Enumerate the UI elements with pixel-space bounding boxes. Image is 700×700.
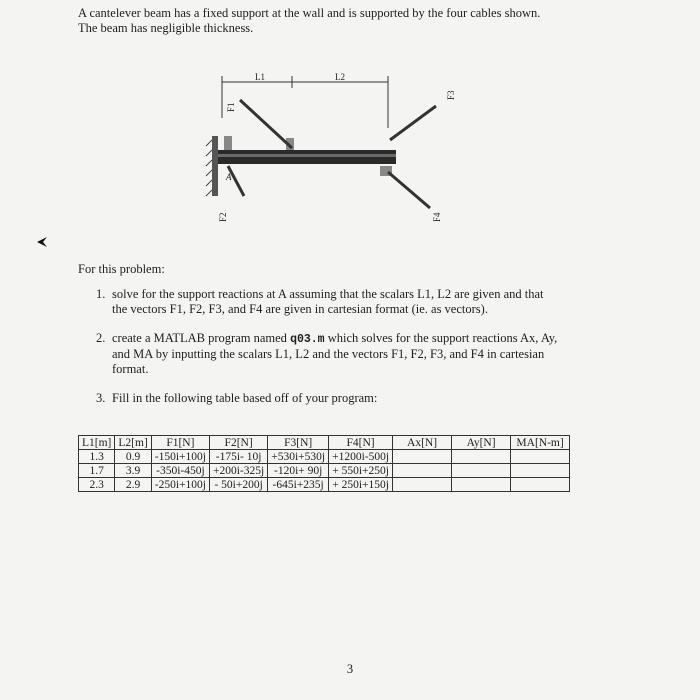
attachment-1 [224,136,232,150]
step-2-line-c: format. [112,362,149,376]
col-f4: F4[N] [329,436,393,450]
intro-line-1: A cantelever beam has a fixed support at the wall and is supported by the four cables shown. [78,6,541,20]
answer-cell[interactable] [393,478,452,492]
step-2: 2. create a MATLAB program named q03.m which solves for the support reactions Ax, Ay, and MA by inputting the scalars L1, L2 and the vectors F1, F2, F3, and F4 in cartesian format. [96,331,558,376]
results-table [78,435,570,492]
wall [212,136,218,196]
label-a: A [226,172,232,182]
col-f1: F1[N] [151,436,209,450]
label-l1: L1 [255,72,265,82]
intro-line-2: The beam has negligible thickness. [78,21,254,35]
table-row: 1.7 3.9 -350i-450j +200i-325j -120i+ 90j + 550i+250j [79,464,570,478]
col-f3: F3[N] [268,436,329,450]
label-f3: F3 [446,90,456,100]
step-1: 1. solve for the support reactions at A assuming that the scalars L1, L2 are given and that the vectors F1, F2, F3, and F4 are given in cartesian format (ie. as vectors). [96,287,544,316]
step-3-text: Fill in the following table based off of your program: [112,391,378,405]
col-ma: MA[N-m] [511,436,570,450]
label-f4: F4 [432,212,442,222]
matlab-filename: q03.m [290,333,325,346]
step-1-line-a: solve for the support reactions at A assuming that the scalars L1, L2 are given and that [112,287,544,301]
problem-heading: For this problem: [78,262,165,276]
answer-cell[interactable] [511,464,570,478]
mouse-cursor-icon [36,236,48,248]
label-f1: F1 [226,102,236,112]
step-2-line-b: and MA by inputting the scalars L1, L2 and the vectors F1, F2, F3, and F4 in cartesian [112,347,545,361]
col-l2: L2[m] [115,436,151,450]
step-1-line-b: the vectors F1, F2, F3, and F4 are given in cartesian format (ie. as vectors). [112,302,488,316]
col-l1: L1[m] [79,436,115,450]
wall-hatch [206,140,212,196]
answer-cell[interactable] [393,450,452,464]
page-number: 3 [346,662,354,676]
answer-cell[interactable] [511,478,570,492]
label-l2: L2 [335,72,345,82]
answer-cell[interactable] [393,464,452,478]
table-row: 1.3 0.9 -150i+100j -175i- 10j +530i+530j +1200i-500j [79,450,570,464]
col-f2: F2[N] [210,436,268,450]
col-ay: Ay[N] [452,436,511,450]
answer-cell[interactable] [511,450,570,464]
cable-f1 [240,100,292,148]
answer-cell[interactable] [452,450,511,464]
cable-f3 [390,106,436,140]
problem-intro [78,6,678,36]
label-f2: F2 [218,212,228,222]
answer-cell[interactable] [452,478,511,492]
answer-cell[interactable] [452,464,511,478]
table-header-row [79,436,570,450]
col-ax: Ax[N] [393,436,452,450]
problem-steps [96,287,616,420]
step-3: 3. Fill in the following table based off of your program: [96,391,616,406]
beam-figure [200,68,470,248]
cable-f4 [388,172,430,208]
table-row: 2.3 2.9 -250i+100j - 50i+200j -645i+235j + 250i+150j [79,478,570,492]
